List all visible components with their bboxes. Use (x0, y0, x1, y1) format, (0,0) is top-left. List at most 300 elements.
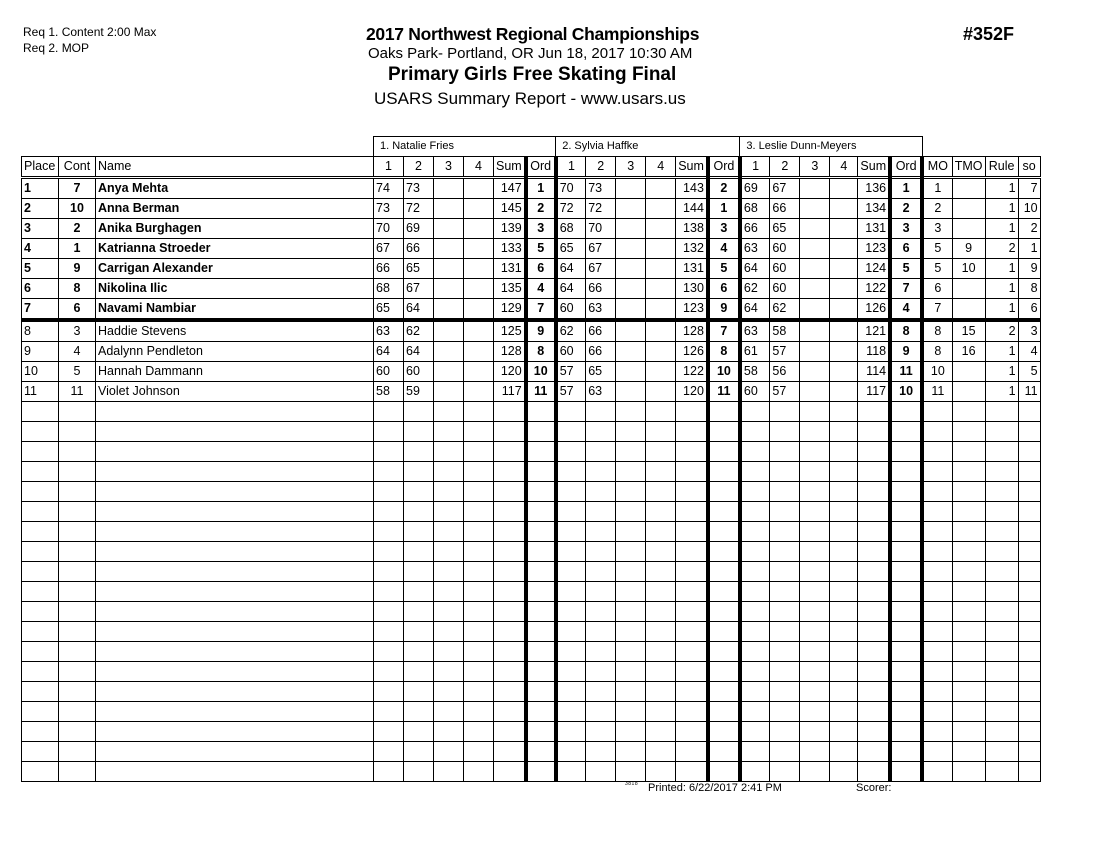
header-place: Place (22, 157, 59, 178)
blank-cell (1018, 442, 1040, 462)
blank-cell (985, 562, 1018, 582)
j1-score-cell: 73 (404, 178, 434, 199)
j2-score-cell: 72 (586, 199, 616, 219)
blank-cell (952, 762, 985, 782)
blank-cell (858, 522, 890, 542)
blank-cell (556, 642, 586, 662)
blank-cell (858, 762, 890, 782)
header-so: so (1018, 157, 1040, 178)
table-row (22, 219, 1041, 239)
j1-score-cell (434, 320, 464, 342)
j2-score-cell (646, 279, 676, 299)
blank-cell (96, 722, 374, 742)
blank-cell (404, 442, 434, 462)
blank-cell (59, 542, 96, 562)
blank-cell (890, 602, 922, 622)
blank-cell (59, 702, 96, 722)
blank-cell (556, 662, 586, 682)
blank-cell (96, 522, 374, 542)
blank-cell (646, 562, 676, 582)
blank-cell (96, 602, 374, 622)
blank-cell (22, 642, 59, 662)
blank-cell (96, 542, 374, 562)
blank-cell (740, 662, 770, 682)
j3-score-cell (830, 299, 858, 321)
j1-score-cell: 67 (374, 239, 404, 259)
blank-cell (922, 422, 952, 442)
blank-cell (708, 402, 740, 422)
blank-cell (374, 562, 404, 582)
blank-cell (985, 442, 1018, 462)
blank-cell (556, 482, 586, 502)
blank-cell (676, 582, 708, 602)
blank-cell (890, 422, 922, 442)
blank-cell (404, 702, 434, 722)
so-cell: 8 (1018, 279, 1040, 299)
header-cont: Cont (59, 157, 96, 178)
blank-cell (374, 682, 404, 702)
judge-1-name: 1. Natalie Fries (374, 137, 556, 157)
blank-cell (556, 462, 586, 482)
blank-cell (708, 702, 740, 722)
j3-score-cell: 69 (740, 178, 770, 199)
blank-cell (922, 682, 952, 702)
blank-cell (434, 502, 464, 522)
j1-score-cell: 4 (526, 279, 556, 299)
j2-score-cell: 64 (556, 279, 586, 299)
blank-cell (830, 542, 858, 562)
blank-cell (374, 542, 404, 562)
blank-row (22, 602, 1041, 622)
blank-cell (464, 422, 494, 442)
j3-score-cell: 65 (770, 219, 800, 239)
blank-cell (952, 522, 985, 542)
blank-cell (740, 682, 770, 702)
j1-score-cell (434, 259, 464, 279)
blank-cell (59, 582, 96, 602)
blank-cell (494, 762, 526, 782)
blank-cell (676, 662, 708, 682)
blank-cell (1018, 402, 1040, 422)
j1-score-cell: 117 (494, 382, 526, 402)
blank-cell (464, 682, 494, 702)
blank-cell (404, 422, 434, 442)
blank-cell (922, 742, 952, 762)
j2-score-cell: 67 (586, 259, 616, 279)
blank-row (22, 702, 1041, 722)
blank-cell (708, 742, 740, 762)
blank-cell (494, 622, 526, 642)
blank-cell (404, 762, 434, 782)
blank-cell (858, 422, 890, 442)
blank-cell (464, 442, 494, 462)
footer-code: 3818 (625, 781, 639, 787)
blank-cell (800, 702, 830, 722)
blank-cell (616, 722, 646, 742)
j2-score-cell (646, 239, 676, 259)
header-j1-sum: Sum (494, 157, 526, 178)
rule-cell: 2 (985, 239, 1018, 259)
blank-cell (922, 442, 952, 462)
blank-cell (586, 502, 616, 522)
blank-cell (708, 642, 740, 662)
blank-cell (526, 622, 556, 642)
name-cell: Violet Johnson (96, 382, 374, 402)
blank-cell (740, 622, 770, 642)
place-cell: 1 (22, 178, 59, 199)
blank-cell (464, 642, 494, 662)
venue-date: Oaks Park- Portland, OR Jun 18, 2017 10:30 AM (368, 45, 693, 62)
j2-score-cell: 66 (586, 342, 616, 362)
blank-cell (800, 422, 830, 442)
j3-score-cell: 4 (890, 299, 922, 321)
blank-cell (616, 622, 646, 642)
blank-cell (708, 602, 740, 622)
blank-cell (586, 682, 616, 702)
j1-score-cell (464, 320, 494, 342)
blank-cell (22, 442, 59, 462)
blank-cell (526, 502, 556, 522)
j1-score-cell (464, 239, 494, 259)
blank-cell (586, 762, 616, 782)
blank-cell (800, 722, 830, 742)
blank-cell (646, 642, 676, 662)
j3-score-cell: 3 (890, 219, 922, 239)
blank-cell (952, 682, 985, 702)
blank-cell (952, 402, 985, 422)
blank-cell (740, 762, 770, 782)
blank-cell (922, 502, 952, 522)
blank-cell (556, 522, 586, 542)
blank-cell (556, 682, 586, 702)
blank-cell (890, 582, 922, 602)
blank-cell (770, 422, 800, 442)
j3-score-cell: 5 (890, 259, 922, 279)
j3-score-cell (830, 178, 858, 199)
blank-cell (646, 402, 676, 422)
blank-cell (708, 722, 740, 742)
j2-score-cell (646, 299, 676, 321)
blank-cell (464, 582, 494, 602)
blank-cell (922, 762, 952, 782)
blank-cell (770, 762, 800, 782)
blank-cell (494, 442, 526, 462)
j2-score-cell: 4 (708, 239, 740, 259)
header-j2-ord: Ord (708, 157, 740, 178)
blank-cell (770, 662, 800, 682)
tmo-cell (952, 362, 985, 382)
blank-cell (616, 702, 646, 722)
rule-cell: 1 (985, 279, 1018, 299)
blank-cell (464, 402, 494, 422)
blank-cell (556, 762, 586, 782)
event-title: Primary Girls Free Skating Final (388, 64, 677, 85)
blank-cell (676, 682, 708, 702)
j3-score-cell (800, 382, 830, 402)
blank-cell (59, 662, 96, 682)
j3-score-cell: 136 (858, 178, 890, 199)
j3-score-cell: 58 (770, 320, 800, 342)
table-row (22, 342, 1041, 362)
blank-cell (830, 482, 858, 502)
header-j3-4: 4 (830, 157, 858, 178)
header-j1-ord: Ord (526, 157, 556, 178)
blank-cell (404, 662, 434, 682)
blank-cell (708, 582, 740, 602)
blank-cell (830, 722, 858, 742)
blank-cell (556, 442, 586, 462)
j1-score-cell: 6 (526, 259, 556, 279)
j2-score-cell: 122 (676, 362, 708, 382)
blank-cell (434, 482, 464, 502)
name-cell: Katrianna Stroeder (96, 239, 374, 259)
blank-cell (404, 482, 434, 502)
blank-cell (526, 682, 556, 702)
blank-cell (676, 422, 708, 442)
blank-cell (616, 462, 646, 482)
j1-score-cell: 62 (404, 320, 434, 342)
table-row (22, 178, 1041, 199)
blank-row (22, 582, 1041, 602)
blank-cell (708, 442, 740, 462)
tmo-cell: 10 (952, 259, 985, 279)
blank-cell (800, 502, 830, 522)
blank-cell (59, 602, 96, 622)
cont-cell: 7 (59, 178, 96, 199)
blank-cell (985, 522, 1018, 542)
blank-cell (830, 422, 858, 442)
blank-cell (740, 562, 770, 582)
blank-cell (556, 602, 586, 622)
blank-cell (800, 682, 830, 702)
j3-score-cell: 9 (890, 342, 922, 362)
blank-cell (404, 742, 434, 762)
so-cell: 4 (1018, 342, 1040, 362)
rule-cell: 1 (985, 259, 1018, 279)
blank-cell (434, 662, 464, 682)
blank-cell (59, 462, 96, 482)
rule-cell: 1 (985, 342, 1018, 362)
j1-score-cell: 68 (374, 279, 404, 299)
j2-score-cell (646, 259, 676, 279)
blank-cell (676, 442, 708, 462)
j1-score-cell: 133 (494, 239, 526, 259)
j2-score-cell: 8 (708, 342, 740, 362)
blank-cell (646, 502, 676, 522)
place-cell: 9 (22, 342, 59, 362)
blank-cell (985, 502, 1018, 522)
blank-cell (646, 542, 676, 562)
j3-score-cell: 68 (740, 199, 770, 219)
blank-cell (616, 522, 646, 542)
blank-cell (890, 642, 922, 662)
mo-cell: 6 (922, 279, 952, 299)
blank-cell (22, 482, 59, 502)
blank-cell (740, 462, 770, 482)
j3-score-cell (830, 342, 858, 362)
j1-score-cell: 3 (526, 219, 556, 239)
j2-score-cell: 57 (556, 382, 586, 402)
blank-cell (646, 442, 676, 462)
j1-score-cell: 131 (494, 259, 526, 279)
blank-cell (434, 542, 464, 562)
blank-cell (800, 582, 830, 602)
blank-cell (800, 742, 830, 762)
j3-score-cell (830, 279, 858, 299)
blank-cell (96, 582, 374, 602)
blank-cell (800, 602, 830, 622)
blank-cell (1018, 602, 1040, 622)
blank-row (22, 422, 1041, 442)
j1-score-cell: 64 (374, 342, 404, 362)
blank-cell (22, 742, 59, 762)
j1-score-cell: 5 (526, 239, 556, 259)
blank-cell (830, 762, 858, 782)
blank-cell (374, 642, 404, 662)
blank-cell (890, 702, 922, 722)
j1-score-cell (464, 178, 494, 199)
j2-score-cell: 70 (556, 178, 586, 199)
j1-score-cell (434, 342, 464, 362)
table-row (22, 382, 1041, 402)
j2-score-cell (616, 382, 646, 402)
header-j2-4: 4 (646, 157, 676, 178)
j3-score-cell (830, 199, 858, 219)
j3-score-cell: 126 (858, 299, 890, 321)
judge-2-name: 2. Sylvia Haffke (556, 137, 740, 157)
event-number: #352F (963, 24, 1015, 44)
rule-cell: 2 (985, 320, 1018, 342)
j1-score-cell: 120 (494, 362, 526, 382)
blank-cell (890, 482, 922, 502)
blank-cell (1018, 582, 1040, 602)
blank-cell (952, 502, 985, 522)
blank-cell (404, 542, 434, 562)
j3-score-cell: 60 (770, 239, 800, 259)
blank-cell (708, 662, 740, 682)
blank-cell (676, 762, 708, 782)
blank-cell (770, 482, 800, 502)
header-tmo: TMO (952, 157, 985, 178)
blank-cell (740, 602, 770, 622)
tmo-cell: 16 (952, 342, 985, 362)
blank-cell (952, 442, 985, 462)
blank-cell (556, 742, 586, 762)
blank-cell (404, 582, 434, 602)
blank-cell (858, 402, 890, 422)
blank-cell (708, 762, 740, 782)
blank-cell (676, 502, 708, 522)
blank-cell (890, 742, 922, 762)
blank-cell (890, 462, 922, 482)
blank-cell (494, 602, 526, 622)
j1-score-cell (464, 279, 494, 299)
j2-score-cell (616, 259, 646, 279)
blank-cell (526, 442, 556, 462)
blank-cell (770, 702, 800, 722)
place-cell: 6 (22, 279, 59, 299)
blank-cell (1018, 762, 1040, 782)
j2-score-cell: 57 (556, 362, 586, 382)
cont-cell: 9 (59, 259, 96, 279)
j3-score-cell (830, 382, 858, 402)
blank-cell (494, 702, 526, 722)
j3-score-cell: 114 (858, 362, 890, 382)
j2-score-cell: 2 (708, 178, 740, 199)
scorer-label: Scorer: (856, 782, 892, 794)
j2-score-cell (616, 178, 646, 199)
blank-cell (22, 602, 59, 622)
blank-cell (922, 642, 952, 662)
blank-cell (404, 522, 434, 542)
cont-cell: 1 (59, 239, 96, 259)
table-row (22, 279, 1041, 299)
blank-cell (890, 542, 922, 562)
j1-score-cell: 66 (374, 259, 404, 279)
printed-timestamp: Printed: 6/22/2017 2:41 PM (648, 782, 782, 794)
blank-cell (434, 762, 464, 782)
blank-cell (586, 562, 616, 582)
blank-cell (676, 482, 708, 502)
blank-cell (494, 722, 526, 742)
blank-cell (1018, 502, 1040, 522)
blank-cell (922, 662, 952, 682)
blank-cell (1018, 562, 1040, 582)
j1-score-cell: 58 (374, 382, 404, 402)
blank-cell (708, 682, 740, 702)
j3-score-cell: 57 (770, 342, 800, 362)
header-j3-sum: Sum (858, 157, 890, 178)
blank-cell (526, 602, 556, 622)
header-j2-3: 3 (616, 157, 646, 178)
j1-score-cell: 1 (526, 178, 556, 199)
blank-cell (770, 442, 800, 462)
j1-score-cell (464, 362, 494, 382)
blank-cell (96, 462, 374, 482)
j2-score-cell: 70 (586, 219, 616, 239)
blank-cell (676, 642, 708, 662)
blank-cell (676, 602, 708, 622)
blank-cell (858, 442, 890, 462)
blank-cell (922, 402, 952, 422)
blank-cell (586, 642, 616, 662)
blank-cell (740, 442, 770, 462)
blank-cell (556, 422, 586, 442)
blank-cell (830, 462, 858, 482)
blank-cell (494, 422, 526, 442)
blank-cell (464, 722, 494, 742)
j3-score-cell (800, 178, 830, 199)
blank-cell (96, 422, 374, 442)
cont-cell: 11 (59, 382, 96, 402)
blank-cell (22, 582, 59, 602)
cont-cell: 3 (59, 320, 96, 342)
blank-cell (770, 402, 800, 422)
blank-cell (22, 422, 59, 442)
blank-cell (374, 522, 404, 542)
blank-cell (494, 502, 526, 522)
blank-cell (59, 742, 96, 762)
blank-row (22, 462, 1041, 482)
blank-cell (830, 522, 858, 542)
j3-score-cell (830, 239, 858, 259)
blank-cell (526, 662, 556, 682)
blank-cell (586, 482, 616, 502)
j3-score-cell: 7 (890, 279, 922, 299)
j1-score-cell: 11 (526, 382, 556, 402)
mo-cell: 10 (922, 362, 952, 382)
j2-score-cell: 120 (676, 382, 708, 402)
